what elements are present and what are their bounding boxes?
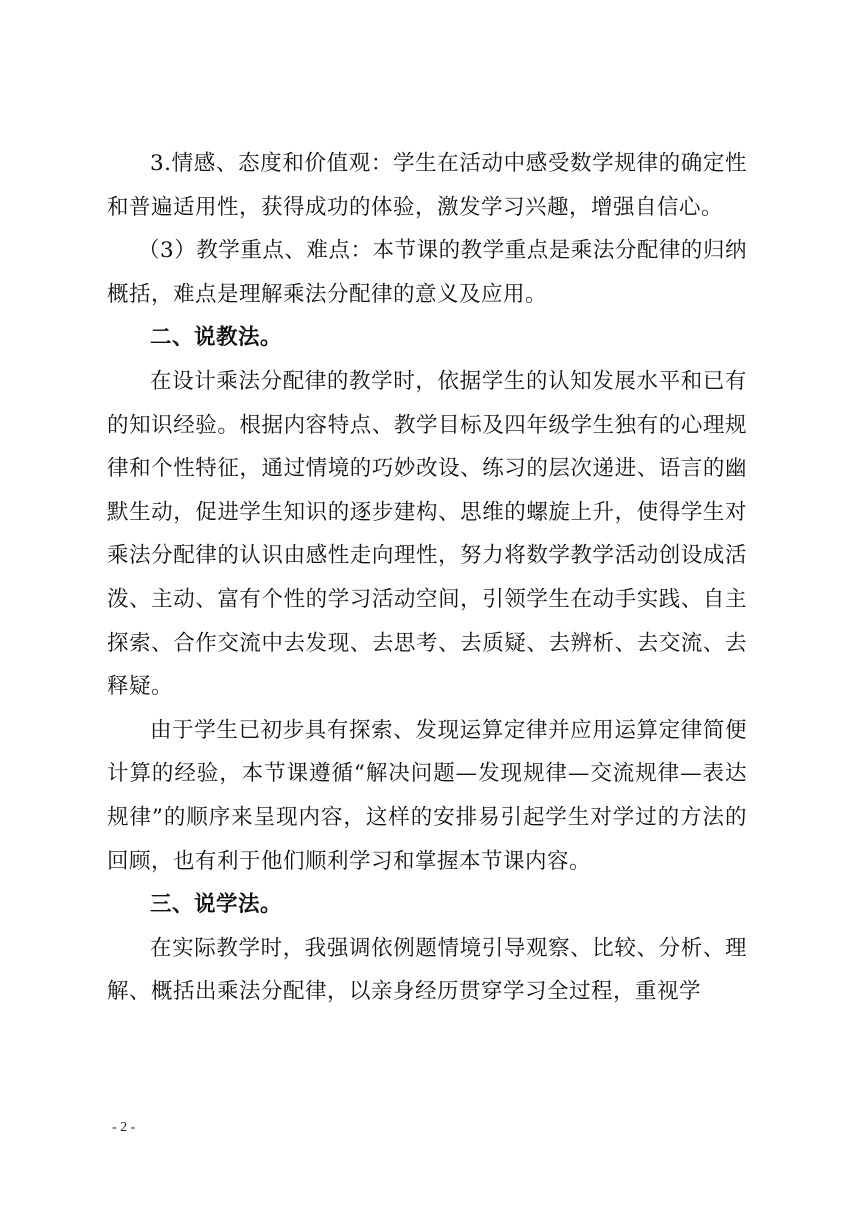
paragraph-teaching-design: 在设计乘法分配律的教学时，依据学生的认知发展水平和已有的知识经验。根据内容特点、教学目标及四年级学生独有的心理规律和个性特征，通过情境的巧妙改设、练习的层次递进、语言的幽默生动，促进学生知识的逐步建构、思维的螺旋上升，使得学生对乘法分配律的认识由感性走向理性，努力将数学教学活动创设成活泼、主动、富有个性的学习活动空间，引领学生在动手实践、自主探索、合作交流中去发现、去思考、去质疑、去辨析、去交流、去释疑。 [107,368,747,700]
paragraph-actual-teaching: 在实际教学时，我强调依例题情境引导观察、比较、分析、理解、概括出乘法分配律，以亲身经历贯穿学习全过程，重视学 [107,935,747,1005]
section-heading-teaching-method: 二、说教法。 [150,325,283,351]
page-number: - 2 - [112,1120,136,1135]
document-body [107,142,747,1014]
paragraph-key-points: （3）教学重点、难点：本节课的教学重点是乘法分配律的归纳概括，难点是理解乘法分配律的意义及应用。 [107,238,747,307]
paragraph-emotional-goals: 3.情感、态度和价值观：学生在活动中感受数学规律的确定性和普遍适用性，获得成功的体验，激发学习兴趣，增强自信心。 [107,151,747,220]
paragraph-prior-experience: 由于学生已初步具有探索、发现运算定律并应用运算定律简便计算的经验，本节课遵循“解决问题—发现规律—交流规律—表达规律”的顺序来呈现内容，这样的安排易引起学生对学过的方法的回顾，也有利于他们顺利学习和掌握本节课内容。 [107,717,747,874]
section-heading-learning-method: 三、说学法。 [150,892,283,918]
